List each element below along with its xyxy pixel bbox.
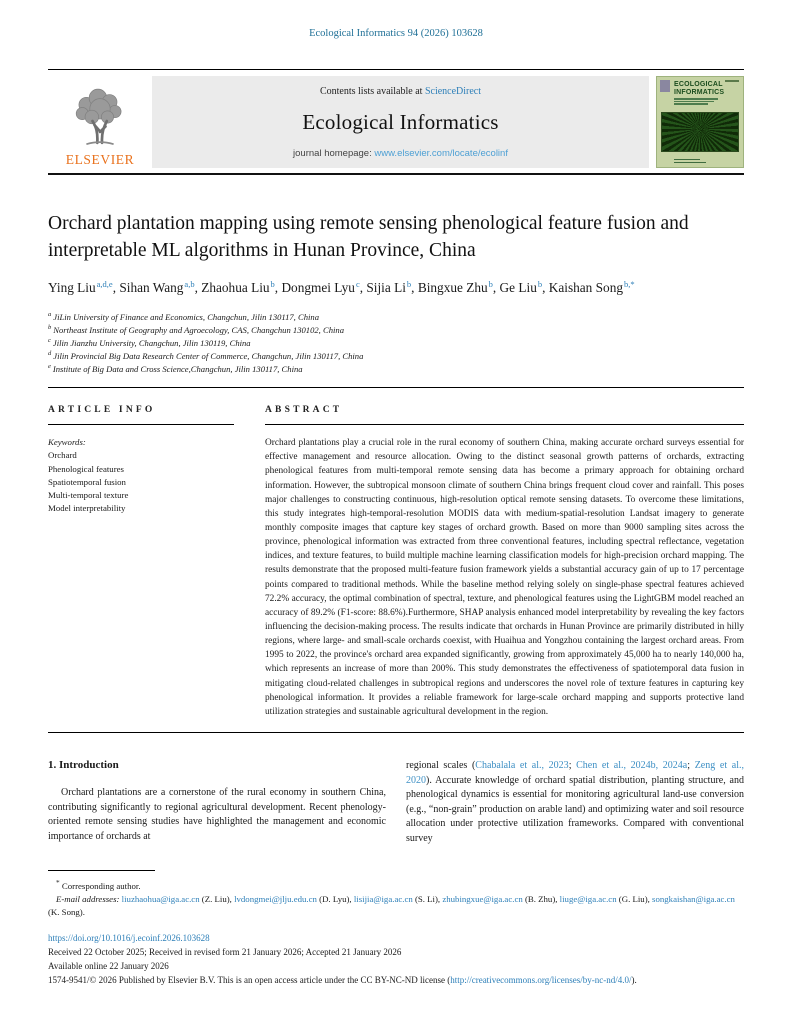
author-separator: , (411, 280, 418, 296)
cover-issn-mark (725, 80, 739, 82)
affiliation-text: Northeast Institute of Geography and Agroecology, CAS, Changchun 130102, China (53, 324, 344, 335)
email-link[interactable]: zhubingxue@iga.ac.cn (442, 894, 523, 905)
sciencedirect-link[interactable]: ScienceDirect (424, 86, 482, 97)
received-dates: Received 22 October 2025; Received in revised form 21 January 2026; Accepted 21 January 2026 (48, 946, 402, 957)
email-link[interactable]: liuge@iga.ac.cn (559, 894, 617, 905)
author (418, 280, 500, 295)
doi-link[interactable]: https://doi.org/10.1016/j.ecoinf.2026.103628 (48, 933, 210, 944)
cover-editor-lines (674, 158, 706, 163)
contents-line (320, 86, 481, 97)
author (201, 280, 281, 295)
author (549, 280, 635, 295)
author (281, 280, 366, 295)
license-text: 1574-9541/© 2026 Published by Elsevier B.V. This is an open access article under the CC BY-NC-ND license ( (48, 974, 451, 985)
author-name: Kaishan Song (548, 280, 623, 296)
affiliation (48, 349, 744, 362)
email-link[interactable]: lvdongmei@jlju.edu.cn (234, 894, 317, 905)
author-separator: , (542, 280, 549, 296)
email-person: (K. Song). (48, 907, 85, 918)
divider (48, 732, 744, 733)
email-link[interactable]: songkaishan@iga.ac.cn (652, 894, 735, 905)
journal-title: Ecological Informatics (302, 110, 499, 134)
elsevier-logo (48, 76, 152, 168)
footnote-block (48, 870, 744, 988)
article-info-column (48, 405, 234, 719)
author-separator: , (112, 280, 120, 296)
affiliation (48, 310, 744, 323)
journal-homepage-link[interactable]: www.elsevier.com/locate/ecolinf (374, 148, 508, 159)
author (366, 280, 417, 295)
affiliation (48, 336, 744, 349)
abstract-column (265, 405, 744, 719)
divider (265, 424, 744, 425)
introduction-heading: 1. Introduction (48, 758, 119, 771)
affiliation-sup: c (48, 336, 51, 344)
journal-cover-thumbnail (656, 76, 744, 168)
author-separator: , (194, 280, 202, 296)
author-affil-sup: a,d,e (96, 278, 113, 289)
license-text: ). (631, 974, 637, 985)
intro-text: regional scales ( (406, 759, 476, 771)
author-name: Ge Liu (499, 280, 537, 296)
keywords-label: Keywords: (48, 437, 86, 448)
email-link[interactable]: liuzhaohua@iga.ac.cn (121, 894, 200, 905)
corresponding-text: Corresponding author. (59, 880, 141, 891)
affiliation-sup: d (48, 350, 52, 358)
affiliation-sup: e (48, 363, 51, 371)
affiliation (48, 323, 744, 336)
affiliation (48, 362, 744, 375)
info-abstract-section (48, 388, 744, 719)
keyword: Orchard (48, 450, 77, 461)
cover-title (674, 81, 743, 96)
affiliation-text: Institute of Big Data and Cross Science,Changchun, Jilin 130117, China (52, 363, 303, 374)
email-person: (D. Lyu), (316, 894, 354, 905)
intro-right-column (406, 759, 744, 847)
license-link[interactable]: http://creativecommons.org/licenses/by-nc-nd/4.0/ (450, 974, 632, 985)
author-affil-sup: b (537, 278, 543, 289)
author-name: Sihan Wang (119, 280, 184, 296)
introduction-section (48, 759, 744, 847)
email-label: E-mail addresses: (56, 894, 122, 905)
author (48, 280, 119, 295)
email-person: (G. Liu), (616, 894, 653, 905)
article-title: Orchard plantation mapping using remote sensing phenological feature fusion and interpretable ML algorithms in Hunan Province, China (48, 213, 689, 261)
intro-text: ; (568, 759, 577, 771)
email-person: (S. Li), (412, 894, 443, 905)
journal-banner (48, 69, 744, 175)
homepage-label: journal homepage: (293, 148, 375, 159)
affiliation-text: Jilin Jianzhu University, Changchun, Jilin 130119, China (52, 337, 251, 348)
author-name: Bingxue Zhu (417, 280, 488, 296)
journal-reference: Ecological Informatics 94 (2026) 103628 (309, 28, 483, 39)
author-name: Sijia Li (366, 280, 406, 296)
author-separator: , (359, 280, 367, 296)
affiliation-list (48, 310, 744, 375)
keyword: Multi-temporal texture (48, 489, 129, 500)
license-line (48, 974, 744, 988)
affiliation-text: Jilin Provincial Big Data Research Center of Commerce, Changchun, Jilin 130117, China (53, 350, 364, 361)
citation-link[interactable]: Zeng et al., 2020 (406, 759, 744, 786)
elsevier-tree-icon (66, 83, 134, 151)
intro-left-column (48, 759, 386, 847)
affiliation-text: JiLin University of Finance and Economics, Changchun, Jilin 130117, China (53, 311, 319, 322)
abstract-text: Orchard plantations play a crucial role in the rural economy of southern China, making accurate orchard surveys essential for effective management and resource allocation. Owing to the distinct seasonal growth patterns of orchards, extracting phenological features from multi-temporal remote sensing data has become a primary approach for obtaining orchard information. However, the subtropical monsoon climate of southern China brings frequent cloud cover and rainfall. This poses major challenges to constructing continuous, high-resolution optical remote sensing datasets. To overcome these limitations, this study integrates high-temporal-resolution MODIS data with medium-spatial-resolution Landsat imagery to generate monthly composite images that capture key stages of orchard growth. Based on more than 9000 sampling sites across the province, phenological information was extracted from three conventional features, including spectral reflectance, vegetation indices, and texture features, to build multiple machine learning classification models for high-precision orchard mapping. The results demonstrate that the proposed multi-feature fusion framework yields a substantial accuracy gain of up to 17 percentage points compared to traditional methods. While the baseline method relying solely on single-phase spectral features achieved 72.2% accuracy, the optimal combination of spectral, texture, and phenological features using the LightGBM model reached an accuracy of 89.2% (F1-score: 88.6%).Furthermore, SHAP analysis enhanced model interpretability by revealing the key factors influencing the decision-making process. The results indicate that orchards in Hunan Province are primarily distributed in hilly regions, where large- and small-scale orchards coexist, with Huaihua and Yongzhou containing the largest orchard areas. From 1995 to 2022, the province's orchard area expanded significantly, growing from approximately 45,000 ha to nearly 140,000 ha, which represents an increase of more than 200%. This study demonstrates the effectiveness of spatiotemporal data fusion in mitigating cloud-related challenges in subtropical regions and underscores the novel role of texture features in capturing key phenological information. It provides a reliable framework for large-scale orchard mapping and supports protective land utilization strategies and sustainable agricultural development in the region. (265, 438, 744, 717)
footnote-divider (48, 870, 155, 871)
email-person: (B. Zhu), (522, 894, 560, 905)
email-person: (Z. Liu), (199, 894, 235, 905)
author-name: Zhaohua Liu (201, 280, 270, 296)
cover-publisher-mark-icon (660, 80, 670, 92)
elsevier-wordmark: ELSEVIER (65, 152, 135, 167)
author-name: Dongmei Lyu (281, 280, 355, 296)
intro-text: ; (687, 759, 695, 771)
keyword: Model interpretability (48, 503, 126, 514)
keyword: Spatiotemporal fusion (48, 476, 126, 487)
divider (48, 424, 234, 425)
cover-art (661, 112, 739, 152)
cover-subtitle-lines (674, 98, 743, 105)
available-online: Available online 22 January 2026 (48, 960, 169, 971)
email-addresses (48, 893, 744, 919)
citation-link[interactable]: Chen et al., 2024b, 2024a (576, 759, 688, 771)
asterisk: * (56, 878, 60, 887)
contents-text: Contents lists available at (319, 86, 425, 97)
author-affil-sup: a,b (184, 278, 195, 289)
corresponding-author-note (48, 878, 744, 893)
citation-link[interactable]: Chabalala et al., 2023 (475, 759, 569, 771)
author-separator: , (274, 280, 282, 296)
author-separator: , (492, 280, 500, 296)
author-affil-sup: b (406, 278, 412, 289)
article-info-heading: ARTICLE INFO (48, 405, 156, 416)
journal-masthead (152, 76, 649, 168)
author-list (48, 278, 708, 299)
author-name: Ying Liu (48, 280, 96, 296)
author-affil-sup: b,* (624, 278, 635, 289)
author-affil-sup: b (270, 278, 275, 289)
homepage-line (293, 148, 508, 159)
author-affil-sup: b (488, 278, 493, 289)
cover-title-line1: ECOLOGICAL (674, 81, 723, 88)
affiliation-sup: a (48, 310, 52, 318)
cover-title-line2: INFORMATICS (674, 88, 725, 96)
abstract-heading: ABSTRACT (265, 405, 343, 416)
introduction-paragraph (406, 759, 744, 847)
keyword: Phenological features (48, 463, 124, 474)
intro-text: ). Accurate knowledge of orchard spatial distribution, planting structure, and phenological dynamics is essential for monitoring agricultural land-use conversion (e.g., “non-grain” production on arable land) and optimizing water and soil resource allocation under protective utilization frameworks. Compared with conventional survey (406, 774, 744, 844)
email-link[interactable]: lisijia@iga.ac.cn (353, 894, 413, 905)
author-affil-sup: c (355, 278, 360, 289)
introduction-paragraph: Orchard plantations are a cornerstone of the rural economy in southern China, contributing significantly to regional agricultural development. Recent phenology-oriented remote sensing studies have highlighted the management and economic importance of orchards at (48, 786, 386, 842)
author (500, 280, 549, 295)
affiliation-sup: b (48, 323, 52, 331)
author (119, 280, 201, 295)
